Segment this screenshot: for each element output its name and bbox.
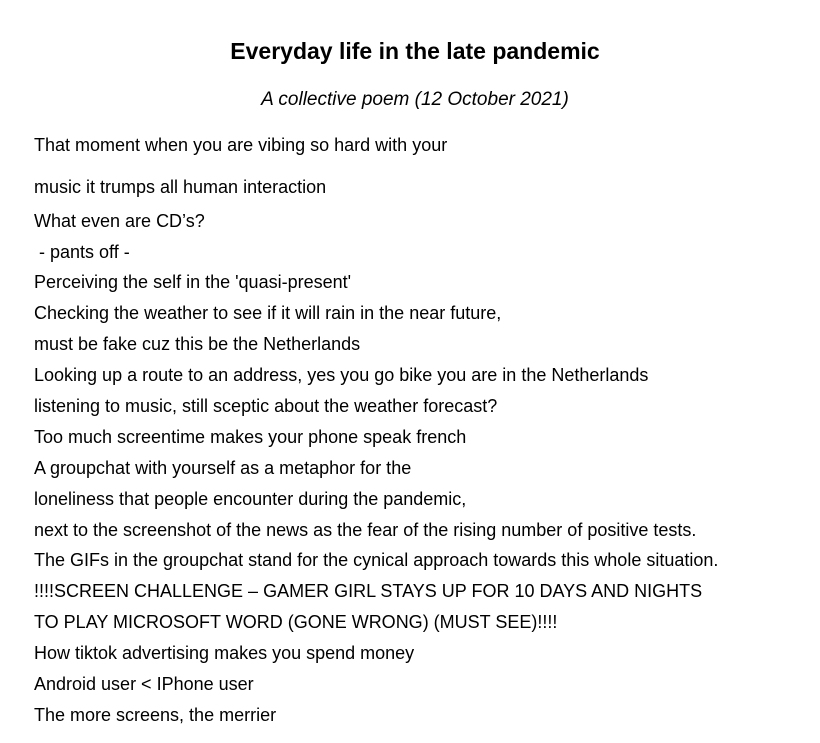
poem-line: listening to music, still sceptic about the weather forecast? <box>34 396 498 416</box>
poem-line: How tiktok advertising makes you spend money <box>34 643 415 663</box>
poem-line: must be fake cuz this be the Netherlands <box>34 334 361 354</box>
poem-line: Looking up a route to an address, yes you go bike you are in the Netherlands <box>34 365 649 385</box>
poem-line: TO PLAY MICROSOFT WORD (GONE WRONG) (MUST SEE)!!!! <box>34 612 558 632</box>
poem-line: The GIFs in the groupchat stand for the cynical approach towards this whole situation. <box>34 550 719 570</box>
poem-line: What even are CD’s? <box>34 211 205 231</box>
poem-line: Android user < IPhone user <box>34 674 254 694</box>
poem-line: !!!!SCREEN CHALLENGE – GAMER GIRL STAYS UP FOR 10 DAYS AND NIGHTS <box>34 581 703 601</box>
poem-line: - pants off - <box>34 242 130 262</box>
poem-line: loneliness that people encounter during the pandemic, <box>34 489 467 509</box>
poem-line: Too much screentime makes your phone speak french <box>34 427 467 447</box>
page-title: Everyday life in the late pandemic <box>230 38 600 64</box>
poem-line: next to the screenshot of the news as the fear of the rising number of positive tests. <box>34 520 697 540</box>
poem-line: music it trumps all human interaction <box>34 177 327 197</box>
poem-line: Checking the weather to see if it will rain in the near future, <box>34 303 502 323</box>
poem-line: Perceiving the self in the 'quasi-present' <box>34 272 352 292</box>
poem-line: That moment when you are vibing so hard with your <box>34 135 448 155</box>
page-subtitle: A collective poem (12 October 2021) <box>261 89 569 110</box>
poem-line: The more screens, the merrier <box>34 705 277 725</box>
poem-line: A groupchat with yourself as a metaphor for the <box>34 458 412 478</box>
